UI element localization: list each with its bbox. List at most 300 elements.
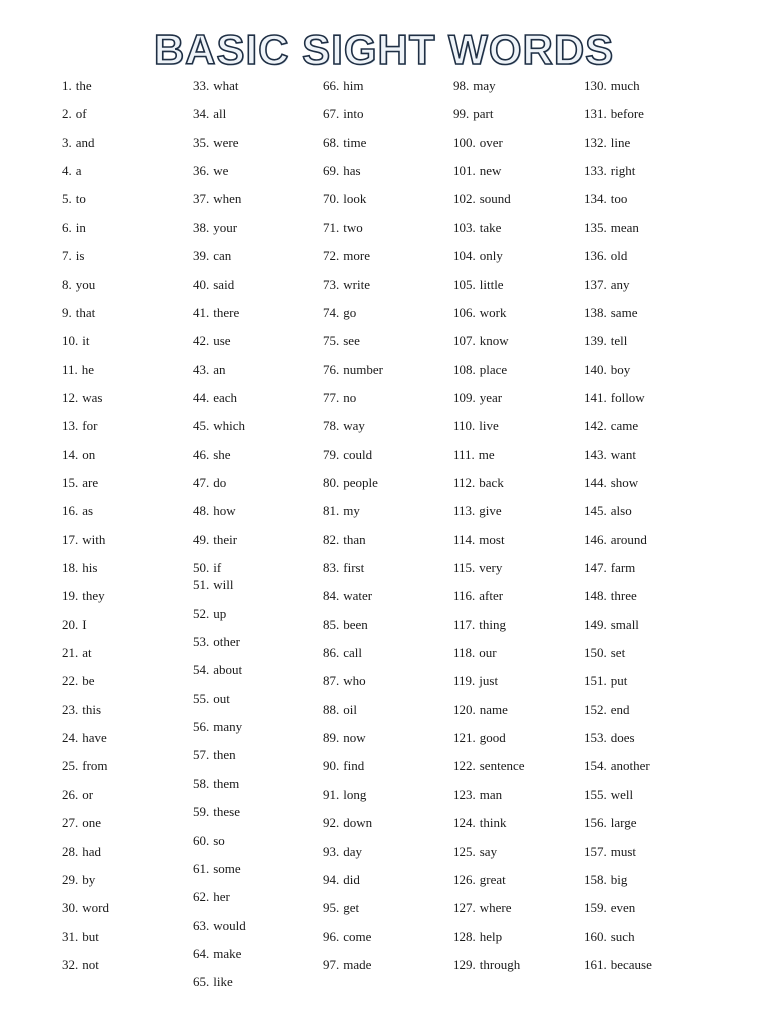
item-number: 14. [62, 446, 79, 462]
item-number: 42. [193, 333, 210, 349]
item-number: 146. [584, 531, 607, 547]
item-word: through [479, 956, 521, 972]
item-number: 70. [323, 191, 340, 207]
item-number: 26. [62, 786, 79, 802]
list-item [584, 900, 635, 916]
item-number: 65. [193, 974, 210, 990]
list-item [453, 277, 504, 293]
item-number: 93. [323, 843, 340, 859]
item-number: 87. [323, 673, 340, 689]
item-number: 128. [453, 928, 476, 944]
list-item [62, 390, 102, 406]
item-word: will [213, 577, 234, 593]
item-word: much [610, 78, 640, 93]
item-number: 118. [453, 645, 476, 660]
list-item [62, 163, 82, 179]
item-word: so [213, 832, 225, 848]
item-number: 41. [193, 304, 210, 320]
item-word: more [343, 248, 370, 264]
item-word: which [213, 418, 246, 434]
item-number: 90. [323, 758, 340, 774]
item-word: people [343, 474, 378, 490]
item-number: 150. [584, 645, 607, 660]
list-item [193, 889, 230, 905]
item-number: 117. [453, 616, 476, 632]
item-number: 82. [323, 531, 340, 547]
item-word: farm [610, 560, 636, 575]
item-number: 35. [193, 134, 210, 150]
list-item [323, 390, 356, 406]
item-number: 94. [323, 871, 340, 887]
item-number: 108. [453, 361, 476, 377]
list-item [584, 362, 630, 378]
item-number: 15. [62, 474, 79, 490]
item-number: 141. [584, 389, 607, 405]
item-number: 106. [453, 304, 476, 320]
item-number: 120. [453, 701, 476, 717]
list-item [453, 730, 506, 746]
list-item [193, 390, 237, 406]
list-item [323, 787, 366, 803]
item-number: 30. [62, 900, 79, 916]
list-item [193, 776, 239, 792]
list-item [323, 560, 364, 576]
item-number: 103. [453, 219, 476, 235]
item-number: 147. [584, 560, 607, 575]
list-item [453, 135, 503, 151]
list-item [193, 220, 237, 236]
item-word: could [343, 446, 373, 462]
list-item [323, 78, 363, 94]
item-number: 159. [584, 900, 607, 916]
item-word: because [610, 956, 652, 972]
list-item [584, 929, 635, 945]
item-number: 38. [193, 219, 210, 235]
item-number: 144. [584, 474, 607, 490]
item-word: follow [610, 389, 645, 405]
item-word: for [82, 418, 98, 434]
item-number: 125. [453, 843, 476, 859]
item-number: 53. [193, 634, 210, 649]
item-number: 54. [193, 662, 210, 678]
list-item [453, 163, 501, 179]
item-number: 97. [323, 956, 340, 972]
item-word: come [343, 928, 372, 944]
list-item [453, 929, 502, 945]
item-word: water [343, 588, 373, 604]
item-word: place [479, 361, 508, 377]
item-word: only [479, 248, 503, 264]
list-item [453, 588, 503, 604]
item-word: how [213, 503, 236, 519]
list-item [584, 163, 635, 179]
list-item [62, 702, 101, 718]
list-item [584, 617, 639, 633]
item-number: 156. [584, 815, 607, 831]
item-number: 83. [323, 560, 340, 575]
list-item [584, 503, 632, 519]
list-item [584, 957, 652, 973]
item-word: the [75, 78, 92, 93]
item-word: her [213, 889, 230, 905]
list-item [323, 305, 356, 321]
item-word: day [343, 843, 363, 859]
list-item [584, 418, 638, 434]
list-item [453, 872, 506, 888]
list-item [453, 957, 520, 973]
list-item [193, 248, 231, 264]
list-item [453, 503, 502, 519]
item-word: make [213, 945, 242, 961]
item-word: all [213, 106, 227, 122]
list-item [193, 691, 230, 707]
item-word: mean [610, 219, 639, 235]
item-number: 61. [193, 860, 210, 876]
list-item [453, 78, 496, 94]
item-number: 16. [62, 503, 79, 519]
list-item [584, 475, 638, 491]
list-item [62, 588, 105, 604]
item-number: 44. [193, 389, 210, 405]
list-item [584, 106, 644, 122]
item-number: 23. [62, 701, 79, 717]
item-word: such [610, 928, 635, 944]
item-number: 110. [453, 418, 476, 434]
item-number: 96. [323, 928, 340, 944]
list-item [453, 900, 512, 916]
list-item [584, 532, 647, 548]
item-number: 134. [584, 191, 607, 207]
item-word: back [479, 474, 504, 490]
item-number: 102. [453, 191, 476, 207]
list-item [453, 844, 497, 860]
item-word: see [343, 333, 360, 349]
list-item [62, 475, 98, 491]
item-number: 139. [584, 333, 607, 349]
list-item [453, 758, 525, 774]
item-word: this [82, 701, 102, 717]
item-number: 64. [193, 945, 210, 961]
item-word: small [610, 616, 639, 632]
list-item [323, 900, 359, 916]
item-number: 8. [62, 276, 72, 292]
item-word: three [610, 588, 637, 604]
item-number: 154. [584, 758, 607, 774]
list-item [584, 645, 625, 661]
item-word: say [479, 843, 498, 859]
item-word: use [213, 333, 231, 349]
list-item [323, 503, 360, 519]
list-item [323, 333, 360, 349]
item-word: end [610, 701, 630, 717]
item-number: 20. [62, 616, 79, 632]
item-word: another [610, 758, 650, 774]
item-word: take [479, 219, 502, 235]
item-number: 130. [584, 78, 607, 93]
list-item [323, 277, 370, 293]
item-word: tell [610, 333, 628, 349]
item-number: 12. [62, 389, 79, 405]
list-item [62, 787, 93, 803]
item-number: 98. [453, 78, 470, 93]
item-number: 122. [453, 758, 476, 774]
item-number: 11. [62, 361, 78, 377]
item-word: new [479, 163, 502, 179]
list-item [62, 277, 95, 293]
item-word: some [213, 860, 241, 876]
list-item [323, 475, 378, 491]
list-item [323, 248, 370, 264]
list-item [584, 191, 627, 207]
item-number: 78. [323, 418, 340, 434]
item-word: I [82, 616, 87, 632]
page-title: BASIC SIGHT WORDS [153, 26, 615, 73]
item-word: any [610, 276, 630, 292]
list-item [193, 974, 233, 990]
item-word: them [213, 775, 240, 791]
item-word: know [479, 333, 509, 349]
item-word: show [610, 474, 639, 490]
item-word: as [82, 503, 94, 519]
item-number: 116. [453, 588, 476, 604]
item-word: do [213, 474, 227, 490]
list-item [584, 872, 627, 888]
item-number: 80. [323, 474, 340, 490]
list-item [453, 333, 509, 349]
list-item [193, 833, 225, 849]
list-item [323, 673, 366, 689]
item-number: 6. [62, 219, 72, 235]
list-item [62, 617, 87, 633]
item-word: boy [610, 361, 631, 377]
list-item [62, 560, 97, 576]
item-word: these [213, 804, 240, 820]
list-item [453, 248, 503, 264]
item-number: 89. [323, 730, 340, 746]
item-word: me [478, 446, 495, 462]
list-item [584, 390, 645, 406]
item-word: she [213, 446, 231, 462]
list-item [453, 418, 499, 434]
item-word: and [75, 134, 95, 150]
list-item [62, 758, 108, 774]
item-number: 160. [584, 928, 607, 944]
item-word: over [479, 134, 503, 150]
item-number: 28. [62, 843, 79, 859]
item-number: 75. [323, 333, 340, 349]
list-item [453, 617, 506, 633]
item-number: 133. [584, 163, 607, 179]
item-word: same [610, 304, 638, 320]
item-word: your [213, 219, 238, 235]
item-number: 135. [584, 219, 607, 235]
item-number: 124. [453, 815, 476, 831]
item-number: 143. [584, 446, 607, 462]
item-number: 21. [62, 645, 79, 660]
item-number: 104. [453, 248, 476, 264]
item-number: 69. [323, 163, 340, 179]
item-number: 49. [193, 531, 210, 547]
item-word: just [479, 673, 499, 689]
item-word: what [213, 78, 239, 93]
list-item [323, 929, 371, 945]
list-item [584, 333, 627, 349]
list-item [323, 447, 372, 463]
item-number: 34. [193, 106, 210, 122]
item-number: 9. [62, 304, 72, 320]
list-item [62, 220, 86, 236]
item-number: 88. [323, 701, 340, 717]
item-word: put [610, 673, 628, 689]
item-number: 151. [584, 673, 607, 689]
list-item [193, 918, 246, 934]
item-word: but [82, 928, 99, 944]
list-item [453, 362, 507, 378]
item-number: 51. [193, 577, 210, 593]
item-number: 91. [323, 786, 340, 802]
item-number: 57. [193, 747, 210, 763]
item-number: 19. [62, 588, 79, 604]
item-number: 46. [193, 446, 210, 462]
list-item [453, 645, 497, 661]
item-word: up [213, 605, 227, 621]
item-word: before [610, 106, 644, 122]
item-number: 17. [62, 531, 79, 547]
item-word: were [213, 134, 239, 150]
list-item [62, 447, 95, 463]
item-number: 129. [453, 956, 476, 972]
item-number: 1. [62, 78, 72, 93]
item-number: 109. [453, 389, 476, 405]
item-word: set [610, 645, 626, 660]
list-item [453, 532, 505, 548]
list-item [323, 588, 372, 604]
list-item [62, 900, 109, 916]
list-item [584, 447, 636, 463]
item-number: 148. [584, 588, 607, 604]
list-item [193, 946, 241, 962]
item-number: 22. [62, 673, 79, 689]
item-word: can [213, 248, 232, 264]
list-item [323, 362, 383, 378]
list-item [323, 135, 366, 151]
item-number: 47. [193, 474, 210, 490]
item-word: to [75, 191, 86, 207]
list-item [62, 248, 84, 264]
item-number: 107. [453, 333, 476, 349]
list-item [193, 447, 231, 463]
item-word: after [479, 588, 504, 604]
item-number: 84. [323, 588, 340, 604]
item-number: 67. [323, 106, 340, 122]
item-word: year [479, 389, 503, 405]
item-number: 37. [193, 191, 210, 207]
item-number: 45. [193, 418, 210, 434]
item-word: my [343, 503, 360, 519]
list-item [193, 333, 231, 349]
list-item [62, 929, 99, 945]
item-word: call [343, 645, 363, 660]
item-number: 99. [453, 106, 470, 122]
list-item [453, 447, 495, 463]
item-word: way [343, 418, 365, 434]
item-number: 121. [453, 730, 476, 746]
item-word: has [343, 163, 361, 179]
list-item [62, 78, 92, 94]
item-word: our [479, 645, 497, 660]
list-item [323, 702, 357, 718]
list-item [584, 305, 637, 321]
item-word: are [82, 474, 99, 490]
list-item [453, 815, 506, 831]
item-word: big [610, 871, 628, 887]
item-word: from [82, 758, 108, 774]
item-number: 131. [584, 106, 607, 122]
list-item [62, 503, 93, 519]
item-number: 157. [584, 843, 607, 859]
list-item [62, 532, 105, 548]
item-number: 112. [453, 474, 476, 490]
item-word: if [213, 560, 222, 575]
list-item [453, 106, 493, 122]
item-number: 40. [193, 276, 210, 292]
item-number: 55. [193, 690, 210, 706]
list-item [453, 191, 511, 207]
list-item [62, 815, 101, 831]
item-word: is [75, 248, 85, 264]
list-item [323, 815, 372, 831]
item-word: that [75, 304, 96, 320]
item-word: may [473, 78, 496, 93]
item-number: 145. [584, 503, 607, 519]
item-word: or [82, 786, 94, 802]
item-number: 77. [323, 389, 340, 405]
item-word: they [82, 588, 105, 604]
item-word: line [610, 134, 631, 150]
item-word: number [343, 361, 383, 377]
item-word: long [343, 786, 367, 802]
list-item [584, 702, 630, 718]
list-item [584, 277, 630, 293]
list-item [453, 390, 502, 406]
list-item [62, 645, 92, 661]
item-number: 43. [193, 361, 210, 377]
list-item [193, 577, 233, 593]
list-item [323, 872, 360, 888]
list-item [323, 758, 364, 774]
item-number: 24. [62, 730, 79, 746]
item-number: 115. [453, 560, 476, 575]
list-item [193, 191, 241, 207]
item-number: 123. [453, 786, 476, 802]
item-word: large [610, 815, 637, 831]
item-word: would [213, 917, 246, 933]
item-number: 60. [193, 832, 210, 848]
item-word: at [82, 645, 92, 660]
item-word: help [479, 928, 503, 944]
list-item [193, 719, 242, 735]
item-number: 136. [584, 248, 607, 264]
item-word: name [479, 701, 508, 717]
item-word: right [610, 163, 636, 179]
item-word: been [343, 616, 368, 632]
item-number: 25. [62, 758, 79, 774]
item-word: old [610, 248, 628, 264]
item-number: 119. [453, 673, 476, 689]
item-number: 73. [323, 276, 340, 292]
item-word: does [610, 730, 635, 746]
list-item [323, 106, 363, 122]
